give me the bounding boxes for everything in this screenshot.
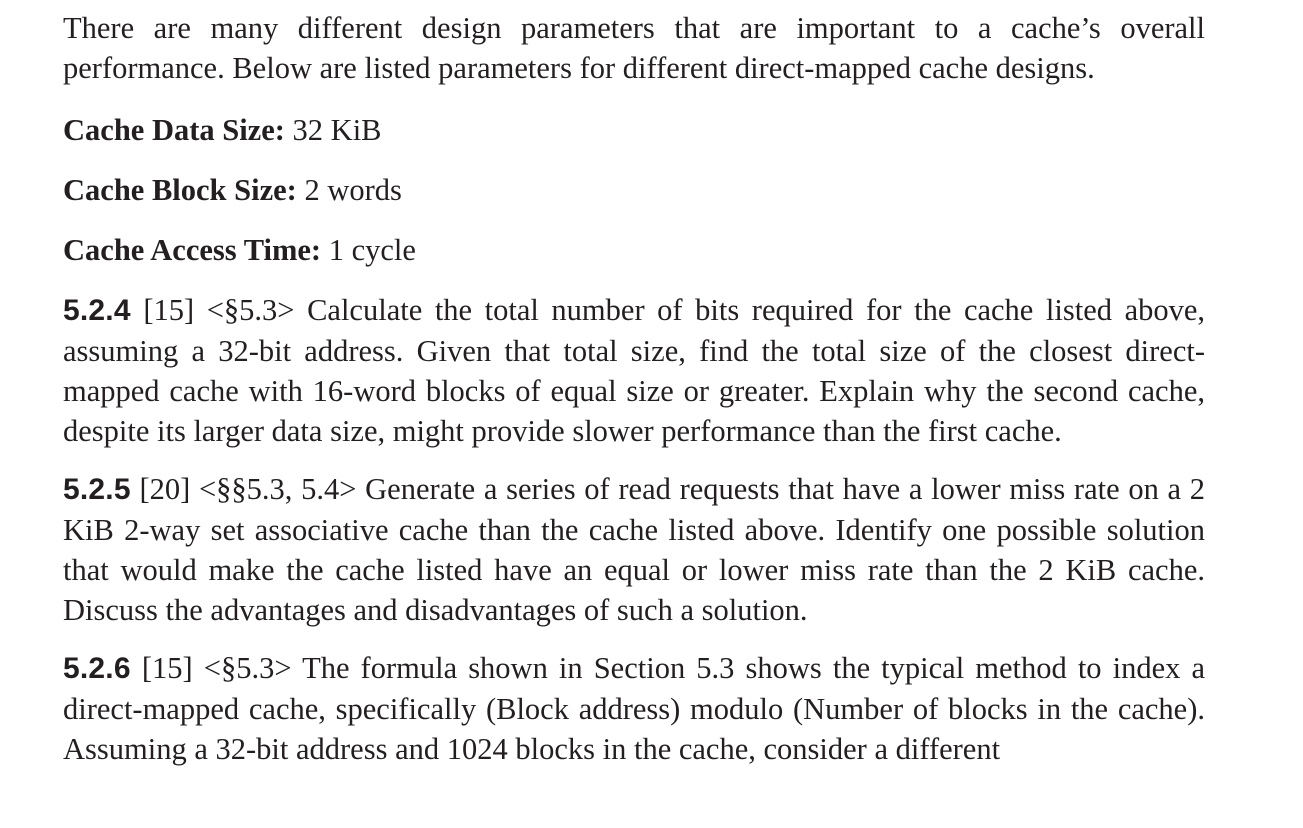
exercise-5-2-4 (63, 290, 1205, 451)
param-label: Cache Data Size: (63, 113, 285, 147)
intro-paragraph: There are many different design parameters that are important to a cache’s overall performance. Below are listed parameters for different direct-mapped cache designs. (63, 11, 1205, 85)
exercise-points: [15] (141, 651, 193, 685)
exercise-number: 5.2.6 (63, 652, 131, 685)
exercise-sections: <§5.3> (206, 293, 295, 327)
param-cache-data-size (63, 110, 1205, 150)
exercise-5-2-5 (63, 469, 1205, 630)
exercise-5-2-6 (63, 648, 1205, 769)
document-page (63, 8, 1205, 769)
exercise-points: [20] (139, 472, 191, 506)
param-label: Cache Access Time: (63, 233, 322, 267)
param-label: Cache Block Size: (63, 173, 297, 207)
exercise-number: 5.2.5 (63, 473, 131, 506)
exercise-points: [15] (143, 293, 195, 327)
exercise-text: Generate a series of read requests that have a lower miss rate on a 2 KiB 2-way set associative cache than the cache listed above. Identify one possible solution that would make the cache listed have an equal or lower miss rate than the 2 KiB cache. Discuss the advantages and disadvantages of such a solution. (63, 472, 1206, 627)
param-value: 2 words (304, 173, 402, 207)
exercise-text: Calculate the total number of bits required for the cache listed above, assuming a 32-bit address. Given that total size, find the total size of the closest direct-mapped cache with 16-word blocks of equal size or greater. Explain why the second cache, despite its larger data size, might provide slower performance than the first cache. (63, 293, 1206, 448)
exercise-sections: <§§5.3, 5.4> (198, 472, 357, 506)
exercise-text: The formula shown in Section 5.3 shows the typical method to index a direct-mapped cache, specifically (Block address) modulo (Number of blocks in the cache). Assuming a 32-bit address and 1024 blocks in the cache, consider a different (63, 651, 1206, 766)
param-cache-block-size (63, 170, 1205, 210)
param-cache-access-time (63, 230, 1205, 270)
exercise-number: 5.2.4 (63, 294, 131, 327)
param-value: 1 cycle (328, 233, 416, 267)
exercise-sections: <§5.3> (203, 651, 292, 685)
param-value: 32 KiB (292, 113, 382, 147)
